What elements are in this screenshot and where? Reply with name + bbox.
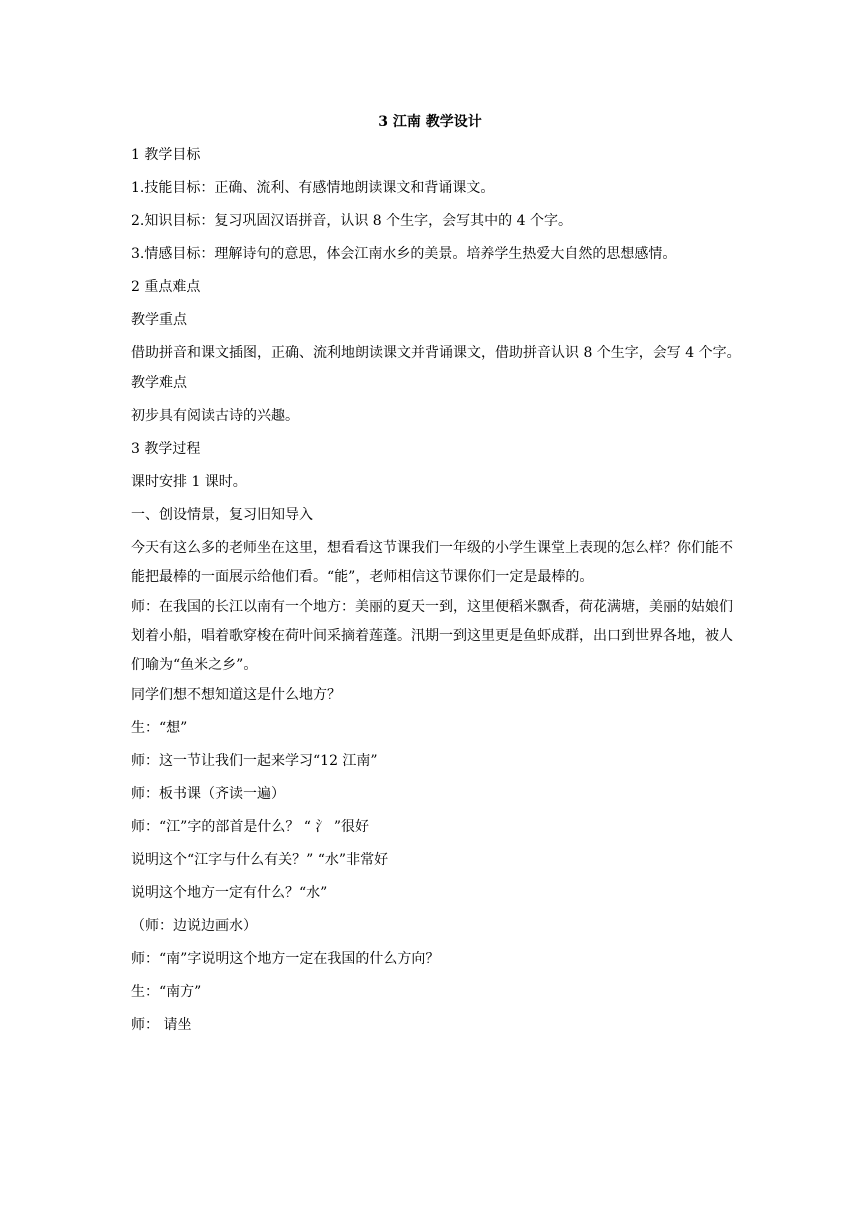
paragraph: 师：这一节让我们一起来学习“12 江南” bbox=[131, 753, 378, 769]
document-body bbox=[131, 145, 741, 1048]
paragraph: 师：“江”字的部首是什么？ “ 氵 ”很好 bbox=[131, 819, 369, 835]
paragraph: （师：边说边画水） bbox=[131, 918, 257, 934]
heading-process: 3 教学过程 bbox=[131, 441, 201, 457]
paragraph: 师：在我国的长江以南有一个地方：美丽的夏天一到，这里便稻米飘香，荷花满塘，美丽的姑娘们划着小船，唱着歌穿梭在荷叶间采摘着莲蓬。汛期一到这里更是鱼虾成群，出口到世界各地，被人们喻为“鱼米之乡”。 bbox=[131, 599, 733, 673]
paragraph: 师：板书课（齐读一遍） bbox=[131, 786, 285, 802]
paragraph: 初步具有阅读古诗的兴趣。 bbox=[131, 408, 299, 424]
paragraph: 生：“想” bbox=[131, 720, 188, 736]
heading-key-points: 2 重点难点 bbox=[131, 279, 201, 295]
subheading: 教学重点 bbox=[131, 312, 187, 328]
paragraph: 同学们想不想知道这是什么地方？ bbox=[131, 687, 341, 703]
subheading: 教学难点 bbox=[131, 375, 187, 391]
paragraph: 师： 请坐 bbox=[131, 1017, 192, 1033]
heading-objectives: 1 教学目标 bbox=[131, 147, 201, 163]
paragraph: 今天有这么多的老师坐在这里，想看看这节课我们一年级的小学生课堂上表现的怎么样？你们能不能把最棒的一面展示给他们看。“能”，老师相信这节课你们一定是最棒的。 bbox=[131, 540, 733, 585]
paragraph: 3.情感目标：理解诗句的意思，体会江南水乡的美景。培养学生热爱大自然的思想感情。 bbox=[131, 246, 677, 262]
paragraph: 说明这个地方一定有什么？“水” bbox=[131, 885, 328, 901]
paragraph: 说明这个“江字与什么有关？” “水”非常好 bbox=[131, 852, 389, 868]
paragraph: 一、创设情景，复习旧知导入 bbox=[131, 507, 313, 523]
paragraph: 2.知识目标：复习巩固汉语拼音，认识 8 个生字，会写其中的 4 个字。 bbox=[131, 213, 572, 229]
paragraph: 1.技能目标：正确、流利、有感情地朗读课文和背诵课文。 bbox=[131, 180, 495, 196]
paragraph: 生：“南方” bbox=[131, 984, 202, 1000]
paragraph: 借助拼音和课文插图，正确、流利地朗读课文并背诵课文，借助拼音认识 8 个生字，会写 4 个字。 bbox=[131, 345, 741, 361]
paragraph: 师：“南”字说明这个地方一定在我国的什么方向？ bbox=[131, 951, 440, 967]
document-title: 3 江南 教学设计 bbox=[378, 114, 482, 130]
paragraph: 课时安排 1 课时。 bbox=[131, 474, 247, 490]
